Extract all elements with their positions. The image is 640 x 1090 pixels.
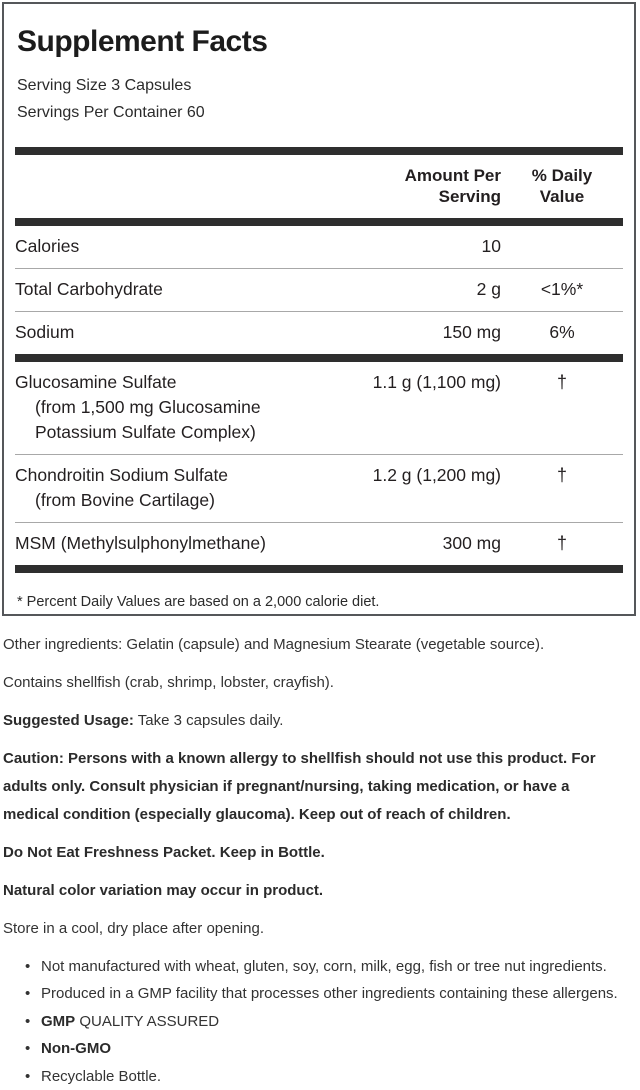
table-row xyxy=(15,362,623,454)
table-header-row xyxy=(15,155,623,218)
info-paragraph xyxy=(3,877,627,905)
divider-thick xyxy=(15,218,623,226)
info-paragraph xyxy=(3,631,627,659)
info-paragraph xyxy=(3,669,627,697)
table-row xyxy=(15,454,623,522)
info-paragraph xyxy=(3,707,627,735)
amount-value: 300 mg xyxy=(442,533,501,553)
list-item xyxy=(25,1008,627,1035)
nutrient-subtext: Potassium Sulfate Complex) xyxy=(35,422,256,442)
daily-value: 6% xyxy=(549,322,575,342)
column-header-daily-value-text: % Daily Value xyxy=(531,166,593,206)
divider-thick xyxy=(15,354,623,362)
paragraph-text: Store in a cool, dry place after opening. xyxy=(3,920,264,937)
nutrient-name-cell xyxy=(15,320,371,345)
nutrient-name-cell xyxy=(15,463,371,513)
column-header-amount: Amount Per Serving xyxy=(404,166,501,206)
amount-value: 1.2 g (1,200 mg) xyxy=(372,465,501,485)
bullet-icon: • xyxy=(25,1067,31,1085)
paragraph-text: Caution: Persons with a known allergy to shellfish should not use this product. For adults only. Consult physician if pregnant/nursing, taking medication, or have a medical condition (especially glaucoma). Keep out of reach of children. xyxy=(3,750,596,823)
nutrient-name: Chondroitin Sodium Sulfate xyxy=(15,465,229,485)
paragraph-text: Take 3 capsules daily. xyxy=(133,712,284,729)
bullet-text-body: Recyclable Bottle. xyxy=(41,1067,162,1085)
table-row xyxy=(15,522,623,565)
panel-title: Supplement Facts xyxy=(17,25,268,58)
bullet-text xyxy=(41,1035,111,1062)
footnotes xyxy=(15,573,623,616)
bullet-lead: Non-GMO xyxy=(41,1040,111,1058)
bullet-lead: GMP xyxy=(41,1012,76,1030)
bullet-text-body: Not manufactured with wheat, gluten, soy, corn, milk, egg, fish or tree nut ingredients. xyxy=(41,958,607,975)
nutrient-group-0 xyxy=(15,226,623,354)
nutrient-name: Glucosamine Sulfate xyxy=(15,372,177,392)
list-item xyxy=(25,953,627,980)
daily-value: <1%* xyxy=(540,279,584,299)
nutrient-name: Calories xyxy=(15,236,80,256)
bullet-list xyxy=(3,953,627,1090)
paragraph-text: Do Not Eat Freshness Packet. Keep in Bottle. xyxy=(3,844,325,861)
nutrient-subtext: (from 1,500 mg Glucosamine xyxy=(35,397,261,417)
info-paragraph xyxy=(3,839,627,867)
bullet-text xyxy=(41,1008,219,1035)
nutrient-name: Sodium xyxy=(15,322,75,342)
nutrient-name-cell xyxy=(15,370,371,445)
amount-value: 10 xyxy=(481,236,501,256)
nutrient-subtext: (from Bovine Cartilage) xyxy=(35,490,215,510)
bullet-text-body: QUALITY ASSURED xyxy=(75,1012,220,1030)
supplement-facts-panel xyxy=(2,2,636,616)
amount-value: 150 mg xyxy=(442,322,501,342)
daily-value: † xyxy=(556,533,567,553)
divider-thick xyxy=(15,565,623,573)
table-row xyxy=(15,268,623,311)
bullet-text xyxy=(41,953,607,980)
info-paragraph xyxy=(3,745,627,829)
info-paragraph xyxy=(3,915,627,943)
nutrient-group-1 xyxy=(15,362,623,565)
servings-per-container: Servings Per Container 60 xyxy=(17,104,205,121)
list-item xyxy=(25,1035,627,1062)
daily-value: † xyxy=(556,372,567,392)
amount-value: 2 g xyxy=(476,279,501,299)
nutrient-name: MSM (Methylsulphonylmethane) xyxy=(15,533,266,553)
serving-size: Serving Size 3 Capsules xyxy=(17,77,192,94)
paragraphs-container xyxy=(3,631,627,943)
nutrient-name-cell xyxy=(15,277,371,302)
paragraph-text: Contains shellfish (crab, shrimp, lobster, crayfish). xyxy=(3,674,334,691)
footnote: * Percent Daily Values are based on a 2,000 calorie diet. xyxy=(17,594,380,610)
paragraph-text: Natural color variation may occur in product. xyxy=(3,882,324,899)
info-section xyxy=(3,631,627,1090)
bullet-text-body: Produced in a GMP facility that processes other ingredients containing these allergens. xyxy=(41,985,618,1003)
table-row xyxy=(15,311,623,354)
nutrient-name-cell xyxy=(15,234,371,259)
paragraph-lead: Suggested Usage: xyxy=(3,712,134,729)
paragraph-text: Other ingredients: Gelatin (capsule) and Magnesium Stearate (vegetable source). xyxy=(3,636,545,653)
divider-thick xyxy=(15,147,623,155)
bullet-text xyxy=(41,980,618,1007)
nutrient-name: Total Carbohydrate xyxy=(15,279,163,299)
bullet-icon: • xyxy=(25,1012,31,1030)
nutrient-name-cell xyxy=(15,531,371,556)
bullet-icon: • xyxy=(25,1040,31,1058)
daily-value xyxy=(501,234,623,259)
table-row xyxy=(15,226,623,268)
bullet-icon: • xyxy=(25,985,31,1003)
daily-value: † xyxy=(556,465,567,485)
amount-value: 1.1 g (1,100 mg) xyxy=(372,372,501,392)
bullet-icon: • xyxy=(25,958,31,975)
list-item xyxy=(25,980,627,1007)
column-header-daily-value xyxy=(501,165,623,207)
